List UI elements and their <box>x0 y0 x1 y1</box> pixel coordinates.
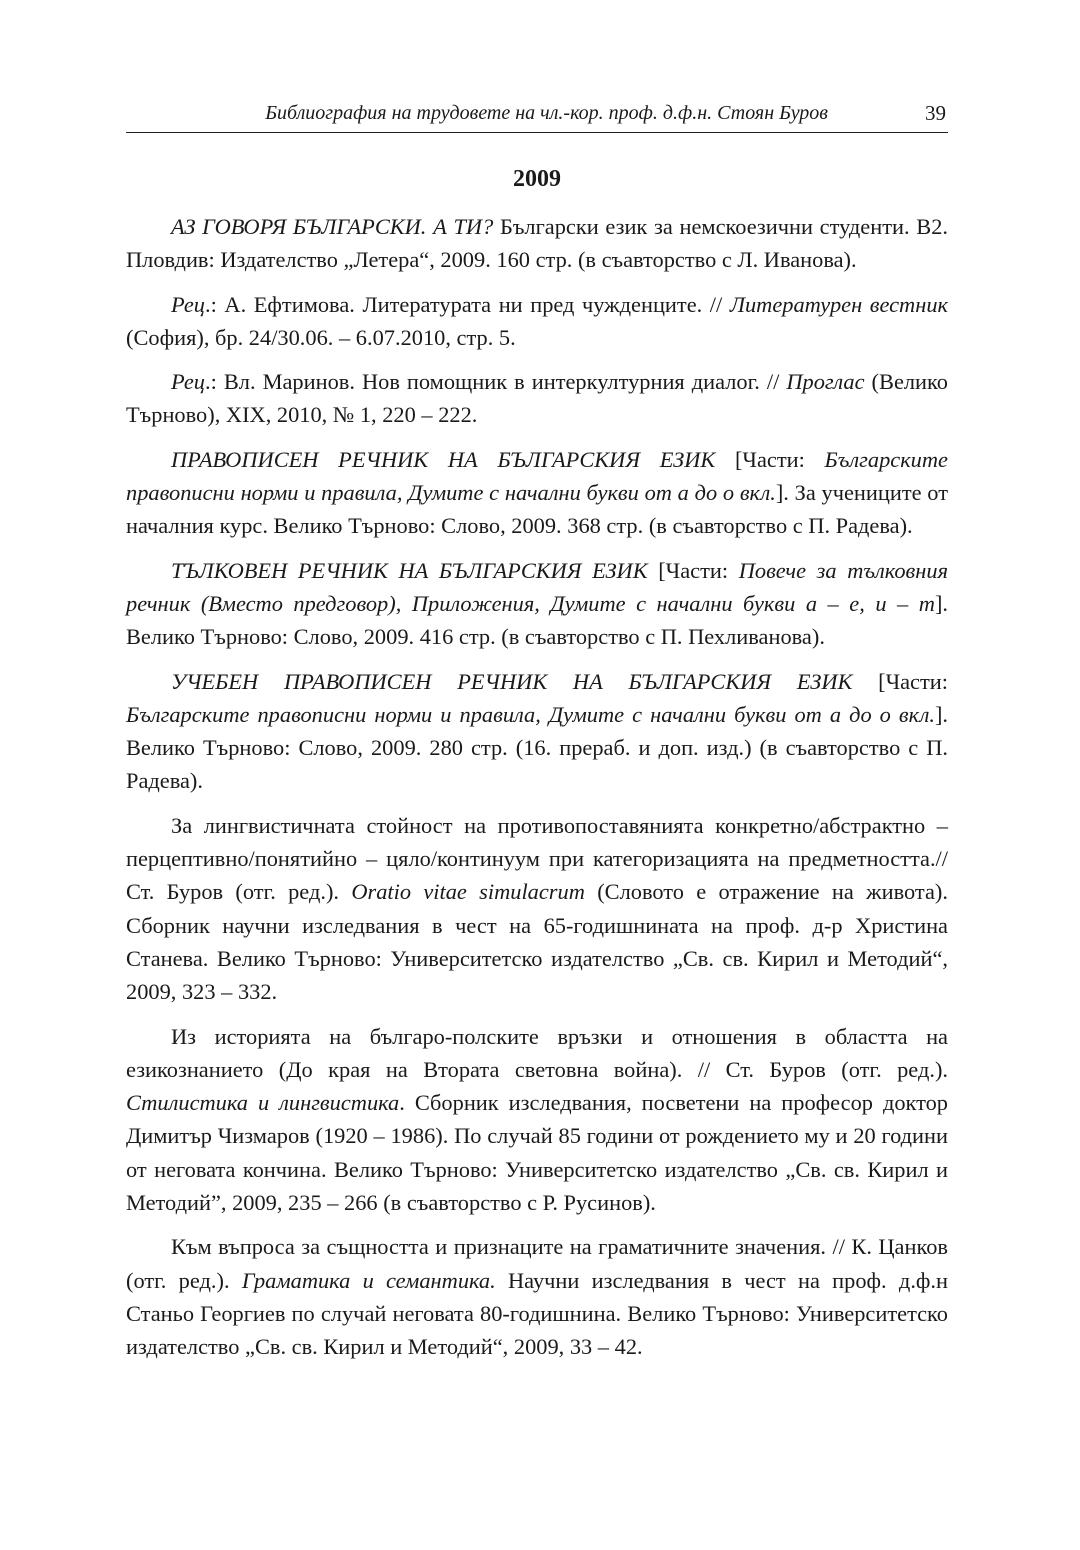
review-entry <box>126 288 948 355</box>
book-page <box>126 0 948 1550</box>
bibliography-entry <box>126 210 948 277</box>
review-label: Рец <box>171 291 206 317</box>
bibliography-entries <box>126 210 948 1375</box>
entry-text: . Сборник изследвания, посветени на професор доктор Димитър Чизмаров (1920 – 1986). По случай 85 години от рождението му и 20 години от неговата кончина. Велико Търново: Университетско издателство „Св. св. Кирил и Методий”, 2009, 235 – 266 (в съавторство с Р. Русинов). <box>126 1090 948 1216</box>
bibliography-entry <box>126 554 948 654</box>
entry-text: (Велико Търново), XIX, 2010, № 1, 220 – 222. <box>126 369 948 428</box>
entry-text: ]. Велико Търново: Слово, 2009. 280 стр. (16. прераб. и доп. изд.) (в съавторство с П. Радева). <box>126 701 948 794</box>
bibliography-entry <box>126 443 948 543</box>
review-label: Рец <box>171 369 206 395</box>
entry-text: Български език за немскоезични студенти. B2. Пловдив: Издателство „Летера“, 2009. 160 стр. (в съавторство с Л. Иванова). <box>126 214 948 273</box>
entry-text: (Словото е отражение на живота). Сборник научни изследвания в чест на 65-годишнината на проф. д-р Христина Станева. Велико Търново: Университетско издателство „Св. св. Кирил и Методий“, 2009, 323 – 332. <box>126 879 948 1005</box>
running-header <box>126 100 948 133</box>
entry-text: .: А. Ефтимова. Литературата ни пред чужденците. // <box>205 291 730 317</box>
bibliography-entry <box>126 1230 948 1363</box>
entry-text: ]. Велико Търново: Слово, 2009. 416 стр. (в съавторство с П. Пехливанова). <box>126 590 948 650</box>
entry-text: За лингвистичната стойност на противопоставянията конкретно/абстрактно – перцептивно/понятийно – цяло/континуум при категоризацията на предметността.// Ст. Буров (отг. ред.). <box>126 812 948 905</box>
entry-parts: Повече за тълковния речник (Вместо предговор), Приложения, Думите с начални букви а – е, и – т <box>126 557 948 616</box>
entry-title: АЗ ГОВОРЯ БЪЛГАРСКИ. А ТИ? <box>171 214 494 239</box>
entry-text: [Части: <box>647 557 739 583</box>
entry-parts: Българските правописни норми и правила, Думите с начални букви от а до о вкл. <box>126 446 948 506</box>
bibliography-entry <box>126 665 948 798</box>
entry-parts: Българските правописни норми и правила, Думите с начални букви от а до о вкл. <box>126 701 935 727</box>
year-heading: 2009 <box>513 166 561 192</box>
entry-text: ]. За учениците от началния курс. Велико Търново: Слово, 2009. 368 стр. (в съавторство с П. Радева). <box>126 480 948 539</box>
entry-text: Научни изследвания в чест на проф. д.ф.н Станьо Георгиев по случай неговата 80-годишнина. Велико Търново: Университетско издателство „Св. св. Кирил и Методий“, 2009, 33 – 42. <box>126 1267 949 1360</box>
entry-title: УЧЕБЕН ПРАВОПИСЕН РЕЧНИК НА БЪЛГАРСКИЯ ЕЗИК <box>171 668 853 694</box>
entry-text: Към въпроса за същността и признаците на граматичните значения. // К. Цанков (отг. ред.). <box>126 1234 948 1293</box>
publication-title: Литературен вестник <box>729 291 948 317</box>
publication-title: Проглас <box>786 369 865 395</box>
bibliography-entry <box>126 1020 948 1220</box>
entry-text: Из историята на българо-полските връзки и отношения в областта на езикознанието (До края на Втората световна война). // Ст. Буров (отг. ред.). <box>126 1023 948 1082</box>
publication-title: Стилистика и лингвистика <box>126 1090 400 1116</box>
entry-title: ТЪЛКОВЕН РЕЧНИК НА БЪЛГАРСКИЯ ЕЗИК <box>171 557 648 583</box>
review-entry <box>126 365 948 432</box>
entry-text: [Части: <box>852 668 948 694</box>
entry-text: (София), бр. 24/30.06. – 6.07.2010, стр. 5. <box>126 324 516 350</box>
entry-title: ПРАВОПИСЕН РЕЧНИК НА БЪЛГАРСКИЯ ЕЗИК <box>171 446 716 472</box>
bibliography-entry <box>126 809 948 1009</box>
entry-text: [Части: <box>715 446 825 472</box>
page-number: 39 <box>925 101 946 125</box>
publication-title: Граматика и семантика. <box>241 1267 496 1293</box>
running-title: Библиография на трудовете на чл.-кор. проф. д.ф.н. Стоян Буров <box>265 102 828 124</box>
entry-text: .: Вл. Маринов. Нов помощник в интеркултурния диалог. // <box>205 369 787 395</box>
publication-title: Oratio vitae simulacrum <box>351 879 585 905</box>
